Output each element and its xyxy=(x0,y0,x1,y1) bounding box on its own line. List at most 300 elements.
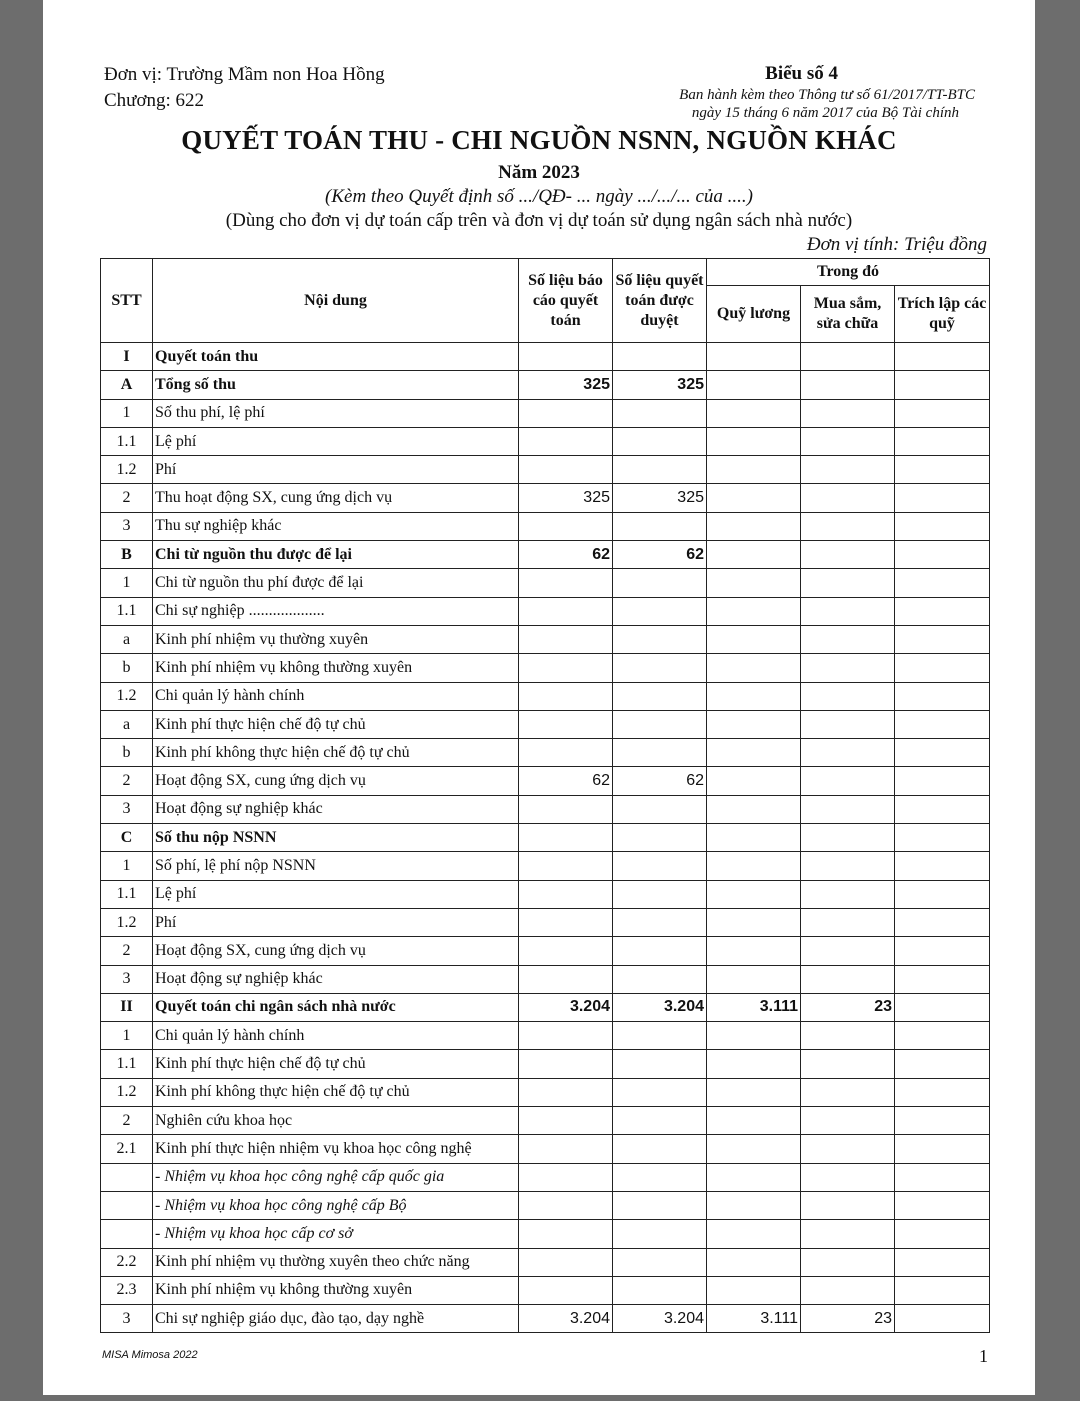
cell-approved xyxy=(613,1078,707,1106)
table-row xyxy=(101,965,990,993)
cell-stt xyxy=(101,1191,153,1219)
cell-content: Phí xyxy=(153,908,519,936)
table-row xyxy=(101,1305,990,1333)
table-row xyxy=(101,682,990,710)
cell-salary xyxy=(707,399,801,427)
cell-salary xyxy=(707,682,801,710)
cell-stt: A xyxy=(101,371,153,399)
cell-purchase xyxy=(801,739,895,767)
report-year: Năm 2023 xyxy=(498,162,580,183)
cell-content: - Nhiệm vụ khoa học công nghệ cấp Bộ xyxy=(153,1191,519,1219)
cell-purchase xyxy=(801,824,895,852)
table-row xyxy=(101,456,990,484)
cell-salary xyxy=(707,908,801,936)
cell-purchase xyxy=(801,1022,895,1050)
cell-content: Chi quản lý hành chính xyxy=(153,682,519,710)
cell-salary xyxy=(707,965,801,993)
table-row xyxy=(101,654,990,682)
cell-funds xyxy=(895,1248,990,1276)
cell-funds xyxy=(895,824,990,852)
cell-salary xyxy=(707,456,801,484)
cell-content: Hoạt động SX, cung ứng dịch vụ xyxy=(153,767,519,795)
cell-funds xyxy=(895,654,990,682)
cell-content: - Nhiệm vụ khoa học công nghệ cấp quốc gia xyxy=(153,1163,519,1191)
cell-reported xyxy=(519,1107,613,1135)
cell-reported: 3.204 xyxy=(519,1305,613,1333)
cell-stt: 1.2 xyxy=(101,1078,153,1106)
cell-salary xyxy=(707,739,801,767)
cell-purchase xyxy=(801,399,895,427)
cell-funds xyxy=(895,625,990,653)
cell-funds xyxy=(895,456,990,484)
cell-stt: a xyxy=(101,710,153,738)
cell-reported xyxy=(519,795,613,823)
cell-purchase xyxy=(801,484,895,512)
cell-funds xyxy=(895,767,990,795)
cell-stt: 1.1 xyxy=(101,597,153,625)
cell-funds xyxy=(895,1163,990,1191)
table-row xyxy=(101,541,990,569)
cell-purchase xyxy=(801,343,895,371)
cell-salary xyxy=(707,484,801,512)
cell-reported: 3.204 xyxy=(519,993,613,1021)
cell-stt: II xyxy=(101,993,153,1021)
table-row xyxy=(101,993,990,1021)
cell-purchase xyxy=(801,767,895,795)
cell-salary xyxy=(707,1191,801,1219)
header-content: Nội dung xyxy=(153,259,519,343)
table-row xyxy=(101,767,990,795)
cell-purchase xyxy=(801,880,895,908)
cell-purchase xyxy=(801,569,895,597)
cell-salary xyxy=(707,767,801,795)
cell-approved: 325 xyxy=(613,371,707,399)
cell-stt: b xyxy=(101,739,153,767)
cell-funds xyxy=(895,795,990,823)
cell-salary xyxy=(707,541,801,569)
cell-stt: 1 xyxy=(101,399,153,427)
cell-reported xyxy=(519,965,613,993)
table-row xyxy=(101,1050,990,1078)
cell-content: Phí xyxy=(153,456,519,484)
cell-reported xyxy=(519,456,613,484)
cell-stt: 2 xyxy=(101,767,153,795)
cell-reported xyxy=(519,739,613,767)
cell-reported xyxy=(519,625,613,653)
cell-reported xyxy=(519,1248,613,1276)
cell-content: Quyết toán chi ngân sách nhà nước xyxy=(153,993,519,1021)
cell-salary xyxy=(707,1078,801,1106)
attachment-note: (Kèm theo Quyết định số .../QĐ- ... ngày .../.../... của ....) xyxy=(325,186,753,207)
cell-funds xyxy=(895,908,990,936)
table-row xyxy=(101,795,990,823)
cell-content: Hoạt động sự nghiệp khác xyxy=(153,965,519,993)
cell-stt: a xyxy=(101,625,153,653)
table-row xyxy=(101,1078,990,1106)
cell-approved: 62 xyxy=(613,541,707,569)
cell-purchase xyxy=(801,541,895,569)
cell-purchase xyxy=(801,1248,895,1276)
document-page xyxy=(43,0,1035,1395)
cell-content: Chi sự nghiệp giáo dục, đào tạo, dạy nghề xyxy=(153,1305,519,1333)
cell-approved xyxy=(613,1135,707,1163)
cell-approved xyxy=(613,1276,707,1304)
cell-approved xyxy=(613,512,707,540)
cell-purchase xyxy=(801,512,895,540)
cell-approved xyxy=(613,569,707,597)
table-row xyxy=(101,710,990,738)
cell-funds xyxy=(895,1135,990,1163)
cell-reported xyxy=(519,569,613,597)
cell-content: Hoạt động sự nghiệp khác xyxy=(153,795,519,823)
cell-content: Số thu phí, lệ phí xyxy=(153,399,519,427)
cell-reported xyxy=(519,1220,613,1248)
cell-funds xyxy=(895,1305,990,1333)
cell-stt: 1.2 xyxy=(101,682,153,710)
cell-reported xyxy=(519,880,613,908)
cell-funds xyxy=(895,484,990,512)
cell-funds xyxy=(895,569,990,597)
cell-salary xyxy=(707,710,801,738)
table-row xyxy=(101,484,990,512)
cell-reported xyxy=(519,1050,613,1078)
header-stt: STT xyxy=(101,259,153,343)
chapter: Chương: 622 xyxy=(104,90,205,111)
cell-salary xyxy=(707,654,801,682)
cell-stt: 2 xyxy=(101,484,153,512)
header-reported: Số liệu báo cáo quyết toán xyxy=(519,259,613,343)
table-row xyxy=(101,739,990,767)
cell-stt: I xyxy=(101,343,153,371)
cell-approved xyxy=(613,739,707,767)
cell-salary xyxy=(707,427,801,455)
cell-salary xyxy=(707,1248,801,1276)
cell-salary xyxy=(707,852,801,880)
cell-content: Thu sự nghiệp khác xyxy=(153,512,519,540)
cell-funds xyxy=(895,1276,990,1304)
unit-name: Đơn vị: Trường Mầm non Hoa Hồng xyxy=(104,64,385,85)
cell-content: - Nhiệm vụ khoa học cấp cơ sở xyxy=(153,1220,519,1248)
cell-stt: b xyxy=(101,654,153,682)
cell-funds xyxy=(895,1107,990,1135)
header-left xyxy=(104,62,385,114)
cell-purchase xyxy=(801,1191,895,1219)
cell-purchase xyxy=(801,1220,895,1248)
table-row xyxy=(101,1107,990,1135)
cell-funds xyxy=(895,965,990,993)
cell-funds xyxy=(895,739,990,767)
cell-reported xyxy=(519,852,613,880)
cell-approved xyxy=(613,597,707,625)
cell-stt: 2 xyxy=(101,1107,153,1135)
cell-funds xyxy=(895,1050,990,1078)
cell-reported xyxy=(519,937,613,965)
header-purchase: Mua sắm, sửa chữa xyxy=(801,286,895,343)
table-row xyxy=(101,1163,990,1191)
cell-funds xyxy=(895,880,990,908)
table-body xyxy=(101,343,990,1333)
cell-reported: 62 xyxy=(519,541,613,569)
cell-content: Tổng số thu xyxy=(153,371,519,399)
cell-purchase xyxy=(801,1135,895,1163)
cell-funds xyxy=(895,1022,990,1050)
cell-reported: 325 xyxy=(519,484,613,512)
cell-purchase xyxy=(801,1050,895,1078)
cell-funds xyxy=(895,682,990,710)
page-title: QUYẾT TOÁN THU - CHI NGUỒN NSNN, NGUỒN KHÁC xyxy=(181,125,897,155)
header-approved: Số liệu quyết toán được duyệt xyxy=(613,259,707,343)
header-of-which: Trong đó xyxy=(707,259,990,286)
cell-content: Chi từ nguồn thu phí được để lại xyxy=(153,569,519,597)
issued-line-2: ngày 15 tháng 6 năm 2017 của Bộ Tài chính xyxy=(691,105,959,121)
cell-content: Hoạt động SX, cung ứng dịch vụ xyxy=(153,937,519,965)
cell-content: Chi sự nghiệp ................... xyxy=(153,597,519,625)
cell-approved xyxy=(613,1163,707,1191)
cell-salary xyxy=(707,937,801,965)
cell-stt: C xyxy=(101,824,153,852)
cell-reported xyxy=(519,1135,613,1163)
page-number: 1 xyxy=(979,1346,988,1366)
cell-reported xyxy=(519,343,613,371)
cell-approved xyxy=(613,908,707,936)
cell-reported xyxy=(519,654,613,682)
cell-content: Chi từ nguồn thu được để lại xyxy=(153,541,519,569)
cell-stt: 1.2 xyxy=(101,908,153,936)
cell-content: Kinh phí nhiệm vụ không thường xuyên xyxy=(153,654,519,682)
cell-salary xyxy=(707,1135,801,1163)
table-row xyxy=(101,1022,990,1050)
cell-salary xyxy=(707,512,801,540)
cell-content: Quyết toán thu xyxy=(153,343,519,371)
cell-approved xyxy=(613,343,707,371)
cell-stt: 1 xyxy=(101,569,153,597)
cell-salary xyxy=(707,625,801,653)
cell-purchase xyxy=(801,597,895,625)
cell-approved xyxy=(613,682,707,710)
table-row xyxy=(101,1276,990,1304)
cell-purchase xyxy=(801,710,895,738)
cell-content: Kinh phí thực hiện chế độ tự chủ xyxy=(153,1050,519,1078)
cell-salary xyxy=(707,1022,801,1050)
cell-salary xyxy=(707,1050,801,1078)
cell-salary: 3.111 xyxy=(707,993,801,1021)
cell-salary xyxy=(707,1276,801,1304)
cell-approved: 3.204 xyxy=(613,1305,707,1333)
cell-stt: 3 xyxy=(101,1305,153,1333)
cell-content: Kinh phí thực hiện chế độ tự chủ xyxy=(153,710,519,738)
cell-stt: 1.1 xyxy=(101,1050,153,1078)
cell-content: Kinh phí không thực hiện chế độ tự chủ xyxy=(153,739,519,767)
cell-approved xyxy=(613,625,707,653)
table-row xyxy=(101,1248,990,1276)
cell-salary xyxy=(707,371,801,399)
cell-purchase xyxy=(801,625,895,653)
cell-approved xyxy=(613,1220,707,1248)
cell-funds xyxy=(895,1191,990,1219)
cell-salary xyxy=(707,1220,801,1248)
cell-funds xyxy=(895,710,990,738)
table-row xyxy=(101,399,990,427)
cell-purchase xyxy=(801,427,895,455)
cell-salary xyxy=(707,795,801,823)
cell-salary xyxy=(707,569,801,597)
table-row xyxy=(101,427,990,455)
table-row xyxy=(101,824,990,852)
cell-approved xyxy=(613,456,707,484)
cell-reported xyxy=(519,682,613,710)
table-row xyxy=(101,1135,990,1163)
cell-content: Kinh phí thực hiện nhiệm vụ khoa học công nghệ xyxy=(153,1135,519,1163)
cell-funds xyxy=(895,1220,990,1248)
cell-approved: 325 xyxy=(613,484,707,512)
cell-salary xyxy=(707,1107,801,1135)
cell-purchase xyxy=(801,937,895,965)
cell-content: Kinh phí nhiệm vụ thường xuyên theo chức năng xyxy=(153,1248,519,1276)
cell-purchase xyxy=(801,908,895,936)
cell-funds xyxy=(895,1078,990,1106)
cell-approved: 62 xyxy=(613,767,707,795)
table-row xyxy=(101,343,990,371)
cell-funds xyxy=(895,597,990,625)
cell-purchase xyxy=(801,795,895,823)
cell-approved xyxy=(613,795,707,823)
cell-salary xyxy=(707,343,801,371)
cell-approved xyxy=(613,852,707,880)
table-row xyxy=(101,1191,990,1219)
cell-stt: 3 xyxy=(101,795,153,823)
cell-salary xyxy=(707,880,801,908)
table-row xyxy=(101,569,990,597)
cell-approved xyxy=(613,399,707,427)
cell-content: Kinh phí nhiệm vụ thường xuyên xyxy=(153,625,519,653)
cell-funds xyxy=(895,343,990,371)
header-funds: Trích lập các quỹ xyxy=(895,286,990,343)
cell-content: Lệ phí xyxy=(153,427,519,455)
cell-reported xyxy=(519,1163,613,1191)
cell-content: Chi quản lý hành chính xyxy=(153,1022,519,1050)
cell-purchase xyxy=(801,1107,895,1135)
cell-salary xyxy=(707,597,801,625)
table-row xyxy=(101,597,990,625)
cell-salary xyxy=(707,1163,801,1191)
cell-stt: 1.2 xyxy=(101,456,153,484)
cell-funds xyxy=(895,993,990,1021)
cell-approved xyxy=(613,1107,707,1135)
cell-content: Lệ phí xyxy=(153,880,519,908)
cell-approved xyxy=(613,1248,707,1276)
cell-purchase xyxy=(801,1276,895,1304)
form-number: Biểu số 4 xyxy=(765,63,838,84)
cell-purchase xyxy=(801,371,895,399)
cell-content: Kinh phí không thực hiện chế độ tự chủ xyxy=(153,1078,519,1106)
cell-content: Nghiên cứu khoa học xyxy=(153,1107,519,1135)
cell-stt xyxy=(101,1163,153,1191)
cell-purchase xyxy=(801,1163,895,1191)
table-row xyxy=(101,908,990,936)
header-right xyxy=(679,62,975,122)
cell-purchase xyxy=(801,852,895,880)
cell-stt: 2.1 xyxy=(101,1135,153,1163)
table-row xyxy=(101,852,990,880)
cell-funds xyxy=(895,427,990,455)
cell-salary xyxy=(707,824,801,852)
currency-unit: Đơn vị tính: Triệu đồng xyxy=(806,234,987,255)
table-row xyxy=(101,1220,990,1248)
cell-approved xyxy=(613,1050,707,1078)
cell-approved xyxy=(613,710,707,738)
cell-approved xyxy=(613,427,707,455)
cell-reported xyxy=(519,399,613,427)
cell-content: Kinh phí nhiệm vụ không thường xuyên xyxy=(153,1276,519,1304)
cell-purchase xyxy=(801,1078,895,1106)
cell-purchase xyxy=(801,654,895,682)
cell-purchase xyxy=(801,965,895,993)
cell-stt: 1 xyxy=(101,852,153,880)
cell-purchase xyxy=(801,682,895,710)
table-row xyxy=(101,371,990,399)
table-row xyxy=(101,937,990,965)
cell-purchase: 23 xyxy=(801,993,895,1021)
cell-content: Số thu nộp NSNN xyxy=(153,824,519,852)
software-name: MISA Mimosa 2022 xyxy=(102,1349,198,1361)
cell-approved xyxy=(613,824,707,852)
cell-stt xyxy=(101,1220,153,1248)
cell-funds xyxy=(895,512,990,540)
cell-reported xyxy=(519,908,613,936)
cell-reported xyxy=(519,824,613,852)
cell-reported xyxy=(519,1022,613,1050)
cell-approved xyxy=(613,965,707,993)
cell-reported xyxy=(519,1276,613,1304)
cell-reported xyxy=(519,597,613,625)
cell-content: Thu hoạt động SX, cung ứng dịch vụ xyxy=(153,484,519,512)
header-salary: Quỹ lương xyxy=(707,286,801,343)
cell-salary: 3.111 xyxy=(707,1305,801,1333)
cell-approved xyxy=(613,937,707,965)
cell-stt: 2.3 xyxy=(101,1276,153,1304)
cell-content: Số phí, lệ phí nộp NSNN xyxy=(153,852,519,880)
cell-reported: 325 xyxy=(519,371,613,399)
cell-reported: 62 xyxy=(519,767,613,795)
cell-purchase xyxy=(801,456,895,484)
cell-stt: 1.1 xyxy=(101,880,153,908)
cell-funds xyxy=(895,371,990,399)
cell-reported xyxy=(519,512,613,540)
cell-funds xyxy=(895,541,990,569)
cell-reported xyxy=(519,1191,613,1219)
cell-approved xyxy=(613,1022,707,1050)
issued-line-1: Ban hành kèm theo Thông tư số 61/2017/TT-BTC xyxy=(679,87,975,103)
cell-reported xyxy=(519,427,613,455)
cell-reported xyxy=(519,1078,613,1106)
cell-stt: 1 xyxy=(101,1022,153,1050)
cell-stt: 2.2 xyxy=(101,1248,153,1276)
cell-stt: B xyxy=(101,541,153,569)
table-row xyxy=(101,512,990,540)
table-row xyxy=(101,625,990,653)
cell-funds xyxy=(895,852,990,880)
cell-stt: 3 xyxy=(101,512,153,540)
cell-stt: 3 xyxy=(101,965,153,993)
cell-approved xyxy=(613,654,707,682)
cell-stt: 1.1 xyxy=(101,427,153,455)
cell-approved: 3.204 xyxy=(613,993,707,1021)
settlement-table xyxy=(100,258,990,1333)
cell-funds xyxy=(895,937,990,965)
usage-note: (Dùng cho đơn vị dự toán cấp trên và đơn vị dự toán sử dụng ngân sách nhà nước) xyxy=(225,210,853,231)
cell-approved xyxy=(613,1191,707,1219)
cell-stt: 2 xyxy=(101,937,153,965)
